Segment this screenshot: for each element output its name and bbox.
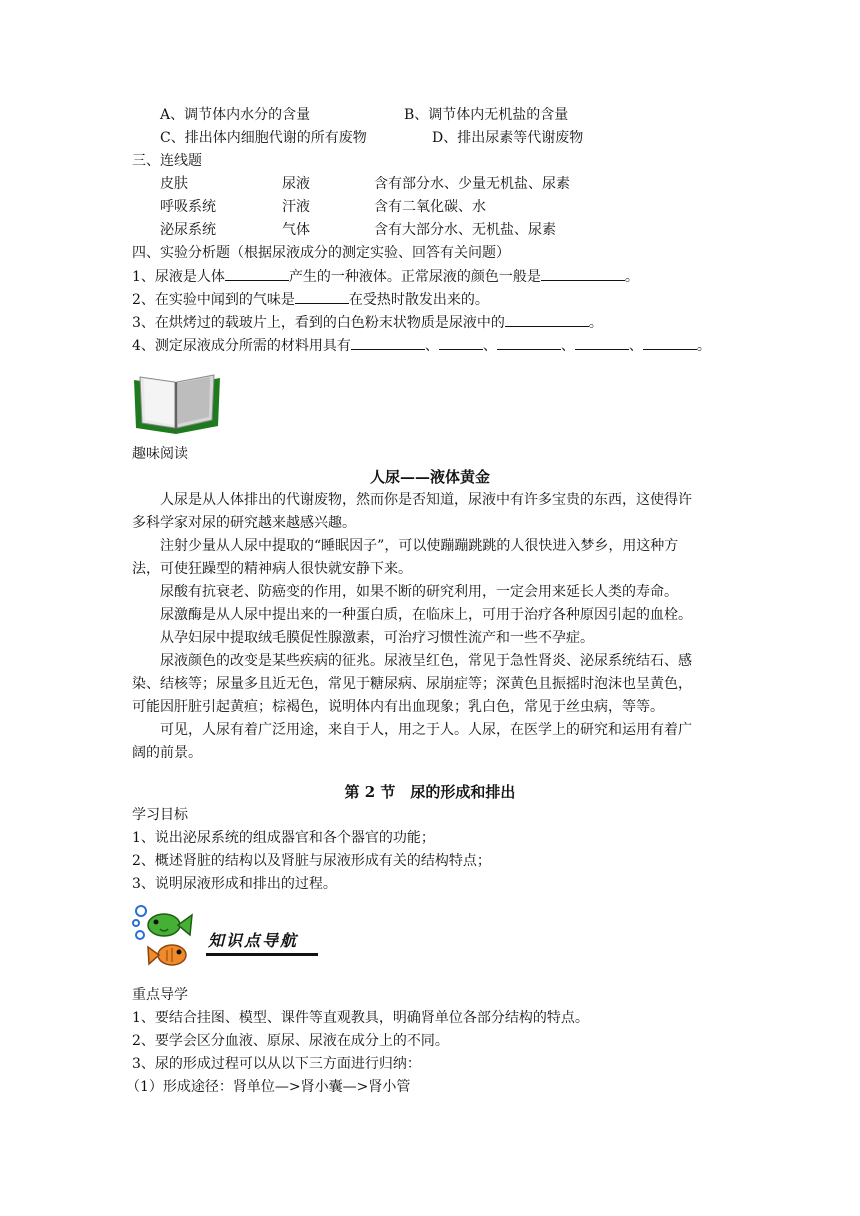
- question-text: 。: [624, 269, 639, 285]
- reading-line: 染、结核等；尿量多且近无色，常见于糖尿病、尿崩症等；深黄色且振摇时泡沫也呈黄色，: [132, 676, 692, 692]
- nav-banner-title: 知识点导航: [208, 931, 299, 950]
- goals-label: 学习目标: [132, 807, 188, 823]
- goal-item: 2、概述肾脏的结构以及肾脏与尿液形成有关的结构特点；: [132, 853, 491, 869]
- match-product: 尿液: [282, 176, 310, 192]
- question-text: 。: [696, 338, 711, 354]
- question-2: [132, 289, 489, 310]
- choice-c: C、排出体内细胞代谢的所有废物: [160, 130, 367, 146]
- answer-blank[interactable]: [505, 312, 589, 327]
- reading-line: 尿激酶是从人尿中提出来的一种蛋白质，在临床上，可用于治疗各种原因引起的血栓。: [160, 607, 692, 623]
- question-text: 。: [588, 315, 603, 331]
- match-organ: 呼吸系统: [160, 199, 216, 215]
- answer-blank[interactable]: [575, 335, 629, 350]
- reading-line: 阔的前景。: [132, 745, 202, 761]
- answer-blank[interactable]: [541, 266, 625, 281]
- separator: 、: [424, 338, 439, 354]
- goal-item: 3、说明尿液形成和排出的过程。: [132, 876, 337, 892]
- reading-line: 多科学家对尿的研究越来越感兴趣。: [132, 515, 356, 531]
- answer-blank[interactable]: [439, 335, 483, 350]
- reading-line: 注射少量从人尿中提取的“睡眠因子”，可以使蹦蹦跳跳的人很快进入梦乡，用这种方: [160, 538, 679, 554]
- reading-line: 法，可使狂躁型的精神病人很快就安静下来。: [132, 561, 412, 577]
- match-product: 气体: [282, 222, 310, 238]
- question-4: [132, 335, 711, 356]
- guide-item: 3、尿的形成过程可以从以下三方面进行归纳：: [132, 1056, 421, 1072]
- choice-d: D、排出尿素等代谢废物: [432, 130, 584, 146]
- guide-item: 2、要学会区分血液、原尿、尿液在成分上的不同。: [132, 1033, 449, 1049]
- separator: 、: [560, 338, 575, 354]
- separator: 、: [628, 338, 643, 354]
- section4-heading: 四、实验分析题（根据尿液成分的测定实验、回答有关问题）: [132, 245, 510, 261]
- reading-line: 尿液颜色的改变是某些疾病的征兆。尿液呈红色，常见于急性肾炎、泌尿系统结石、感: [160, 653, 692, 669]
- reading-line: 人尿是从人体排出的代谢废物，然而你是否知道，尿液中有许多宝贵的东西，这使得许: [160, 492, 692, 508]
- reading-label: 趣味阅读: [132, 446, 188, 462]
- question-text: 在受热时散发出来的。: [348, 292, 489, 308]
- answer-blank[interactable]: [497, 335, 561, 350]
- separator: 、: [482, 338, 497, 354]
- reading-line: 从孕妇尿中提取绒毛膜促性腺激素，可治疗习惯性流产和一些不孕症。: [160, 630, 594, 646]
- reading-line: 可能因肝脏引起黄疸；棕褐色，说明体内有出血现象；乳白色，常见于丝虫病，等等。: [132, 699, 664, 715]
- answer-blank[interactable]: [643, 335, 697, 350]
- question-text: 3、在烘烤过的载玻片上，看到的白色粉末状物质是尿液中的: [132, 315, 505, 331]
- match-content: 含有部分水、少量无机盐、尿素: [374, 176, 570, 192]
- question-text: 4、测定尿液成分所需的材料用具有: [132, 338, 351, 354]
- question-1: [132, 266, 639, 287]
- answer-blank[interactable]: [225, 266, 289, 281]
- reading-line: 可见，人尿有着广泛用途，来自于人，用之于人。人尿，在医学上的研究和运用有着广: [160, 722, 692, 738]
- open-book-icon: [130, 372, 224, 436]
- question-text: 产生的一种液体。正常尿液的颜色一般是: [288, 269, 541, 285]
- guide-item: （1）形成途径：肾单位—>肾小囊—>肾小管: [126, 1079, 411, 1095]
- match-organ: 泌尿系统: [160, 222, 216, 238]
- reading-title: 人尿——液体黄金: [369, 468, 490, 486]
- section-title: 第 2 节 尿的形成和排出: [344, 783, 516, 801]
- section3-heading: 三、连线题: [132, 153, 202, 169]
- answer-blank[interactable]: [295, 289, 349, 304]
- guide-label: 重点导学: [132, 987, 188, 1003]
- match-content: 含有大部分水、无机盐、尿素: [374, 222, 556, 238]
- guide-item: 1、要结合挂图、模型、课件等直观教具，明确肾单位各部分结构的特点。: [132, 1010, 589, 1026]
- fish-icon: [130, 903, 198, 971]
- match-product: 汗液: [282, 199, 310, 215]
- choice-a: A、调节体内水分的含量: [160, 107, 311, 123]
- match-content: 含有二氧化碳、水: [374, 199, 486, 215]
- question-text: 1、尿液是人体: [132, 269, 225, 285]
- reading-line: 尿酸有抗衰老、防癌变的作用，如果不断的研究利用，一定会用来延长人类的寿命。: [160, 584, 678, 600]
- question-text: 2、在实验中闻到的气味是: [132, 292, 295, 308]
- banner-underline: [206, 953, 318, 956]
- match-organ: 皮肤: [160, 176, 188, 192]
- goal-item: 1、说出泌尿系统的组成器官和各个器官的功能；: [132, 830, 435, 846]
- answer-blank[interactable]: [351, 335, 425, 350]
- question-3: [132, 312, 603, 333]
- choice-b: B、调节体内无机盐的含量: [404, 107, 569, 123]
